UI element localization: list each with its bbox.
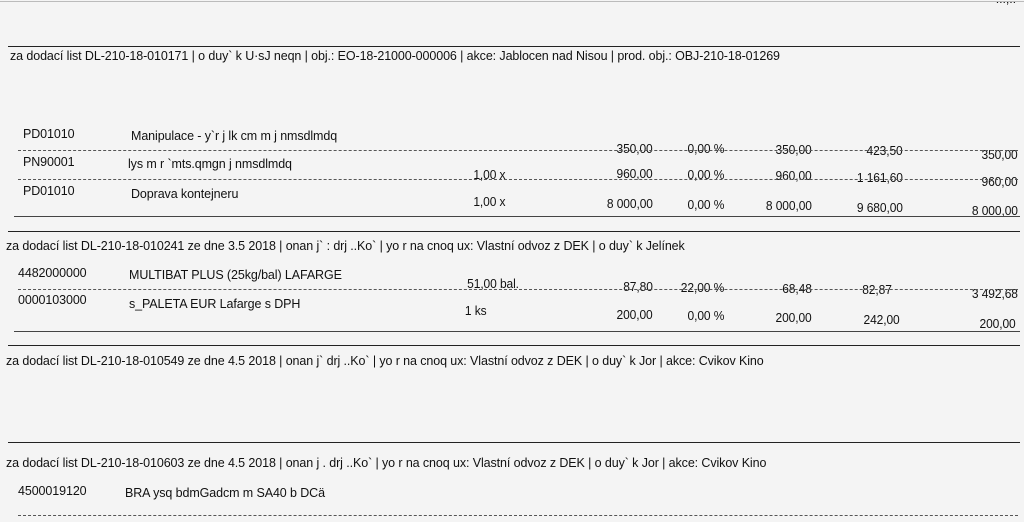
- section-4-top-rule: [8, 442, 1020, 443]
- row-discount: 0,00 %: [687, 168, 724, 182]
- section-3-top-rule: [8, 345, 1020, 346]
- row-divider: [14, 331, 1020, 332]
- row-description: s_PALETA EUR Lafarge s DPH: [129, 297, 301, 311]
- row-unit-price: 350,00: [616, 142, 653, 156]
- row-net-price: 8 000,00: [766, 199, 812, 213]
- row-unit-price: 8 000,00: [607, 197, 653, 211]
- row-code: PD01010: [23, 127, 75, 141]
- section-1-top-rule: [8, 46, 1020, 47]
- row-quantity: 1 ks: [465, 304, 487, 318]
- section-2-top-rule: [8, 231, 1020, 232]
- section-2-header: za dodací list DL-210-18-010241 ze dne 3.5 2018 | onan j` : drj ..Ko` | yo r na cnoq ux: Vlastní odvoz z DEK | o duy` k Jelínek: [6, 239, 685, 253]
- row-divider: [18, 150, 1018, 151]
- row-quantity: 1,00 x: [472, 168, 505, 182]
- section-1-header: za dodací list DL-210-18-010171 | o duy` k U·sJ neqn | obj.: EO-18-21000-000006 | akce: Jablocen nad Nisou | prod. obj.: OBJ-210-18-01269: [10, 49, 780, 63]
- row-unit-price: 960,00: [616, 167, 653, 181]
- row-discount: 0,00 %: [687, 198, 724, 212]
- row-unit-price: 87,80: [623, 280, 653, 294]
- row-discount: 0,00 %: [687, 309, 724, 323]
- row-gross-price: 9 680,00: [857, 201, 903, 215]
- row-total: 8 000,00: [972, 204, 1018, 218]
- row-divider: [18, 515, 1018, 516]
- row-gross-price: 1 161,60: [857, 171, 903, 185]
- row-unit-price: 200,00: [616, 308, 653, 322]
- row-description: Doprava kontejneru: [131, 187, 239, 201]
- row-net-price: 960,00: [775, 169, 812, 183]
- row-code: 4500019120: [18, 484, 87, 498]
- row-discount: 22,00 %: [680, 281, 724, 295]
- row-net-price: 200,00: [775, 311, 812, 325]
- row-gross-price: 242,00: [863, 313, 900, 327]
- row-total: 960,00: [981, 175, 1018, 189]
- row-gross-price: 423,50: [866, 144, 903, 158]
- row-total: 200,00: [979, 317, 1016, 331]
- row-divider: [18, 179, 1018, 180]
- row-total: 3 492,68: [972, 287, 1018, 301]
- row-net-price: 68,48: [782, 282, 812, 296]
- top-edge-rule: [0, 1, 1024, 2]
- row-quantity: 51,00 bal.: [467, 277, 519, 291]
- row-description: MULTIBAT PLUS (25kg/bal) LAFARGE: [129, 268, 342, 282]
- row-code: PN90001: [23, 155, 75, 169]
- row-discount: 0,00 %: [687, 142, 724, 156]
- row-code: PD01010: [23, 184, 75, 198]
- row-gross-price: 82,87: [862, 283, 892, 297]
- row-code: 0000103000: [18, 293, 87, 307]
- row-net-price: 350,00: [775, 143, 812, 157]
- row-quantity: 1,00 x: [472, 195, 505, 209]
- row-divider: [14, 216, 1020, 217]
- row-description: Manipulace - y`r j lk cm m j nmsdlmdq: [131, 129, 338, 143]
- row-description: lys m r `mts.qmgn j nmsdlmdq: [128, 157, 292, 171]
- row-code: 4482000000: [18, 266, 87, 280]
- section-3-header: za dodací list DL-210-18-010549 ze dne 4.5 2018 | onan j` drj ..Ko` | yo r na cnoq ux: Vlastní odvoz z DEK | o duy` k Jor | akce: Cvikov Kino: [6, 354, 764, 368]
- row-divider: [18, 289, 1018, 290]
- row-description: BRA ysq bdmGadcm m SA40 b DCä: [125, 486, 325, 500]
- row-total: 350,00: [981, 148, 1018, 162]
- section-4-header: za dodací list DL-210-18-010603 ze dne 4.5 2018 | onan j . drj ..Ko` | yo r na cnoq ux: Vlastní odvoz z DEK | o duy` k Jor | akce: Cvikov Kino: [6, 456, 767, 470]
